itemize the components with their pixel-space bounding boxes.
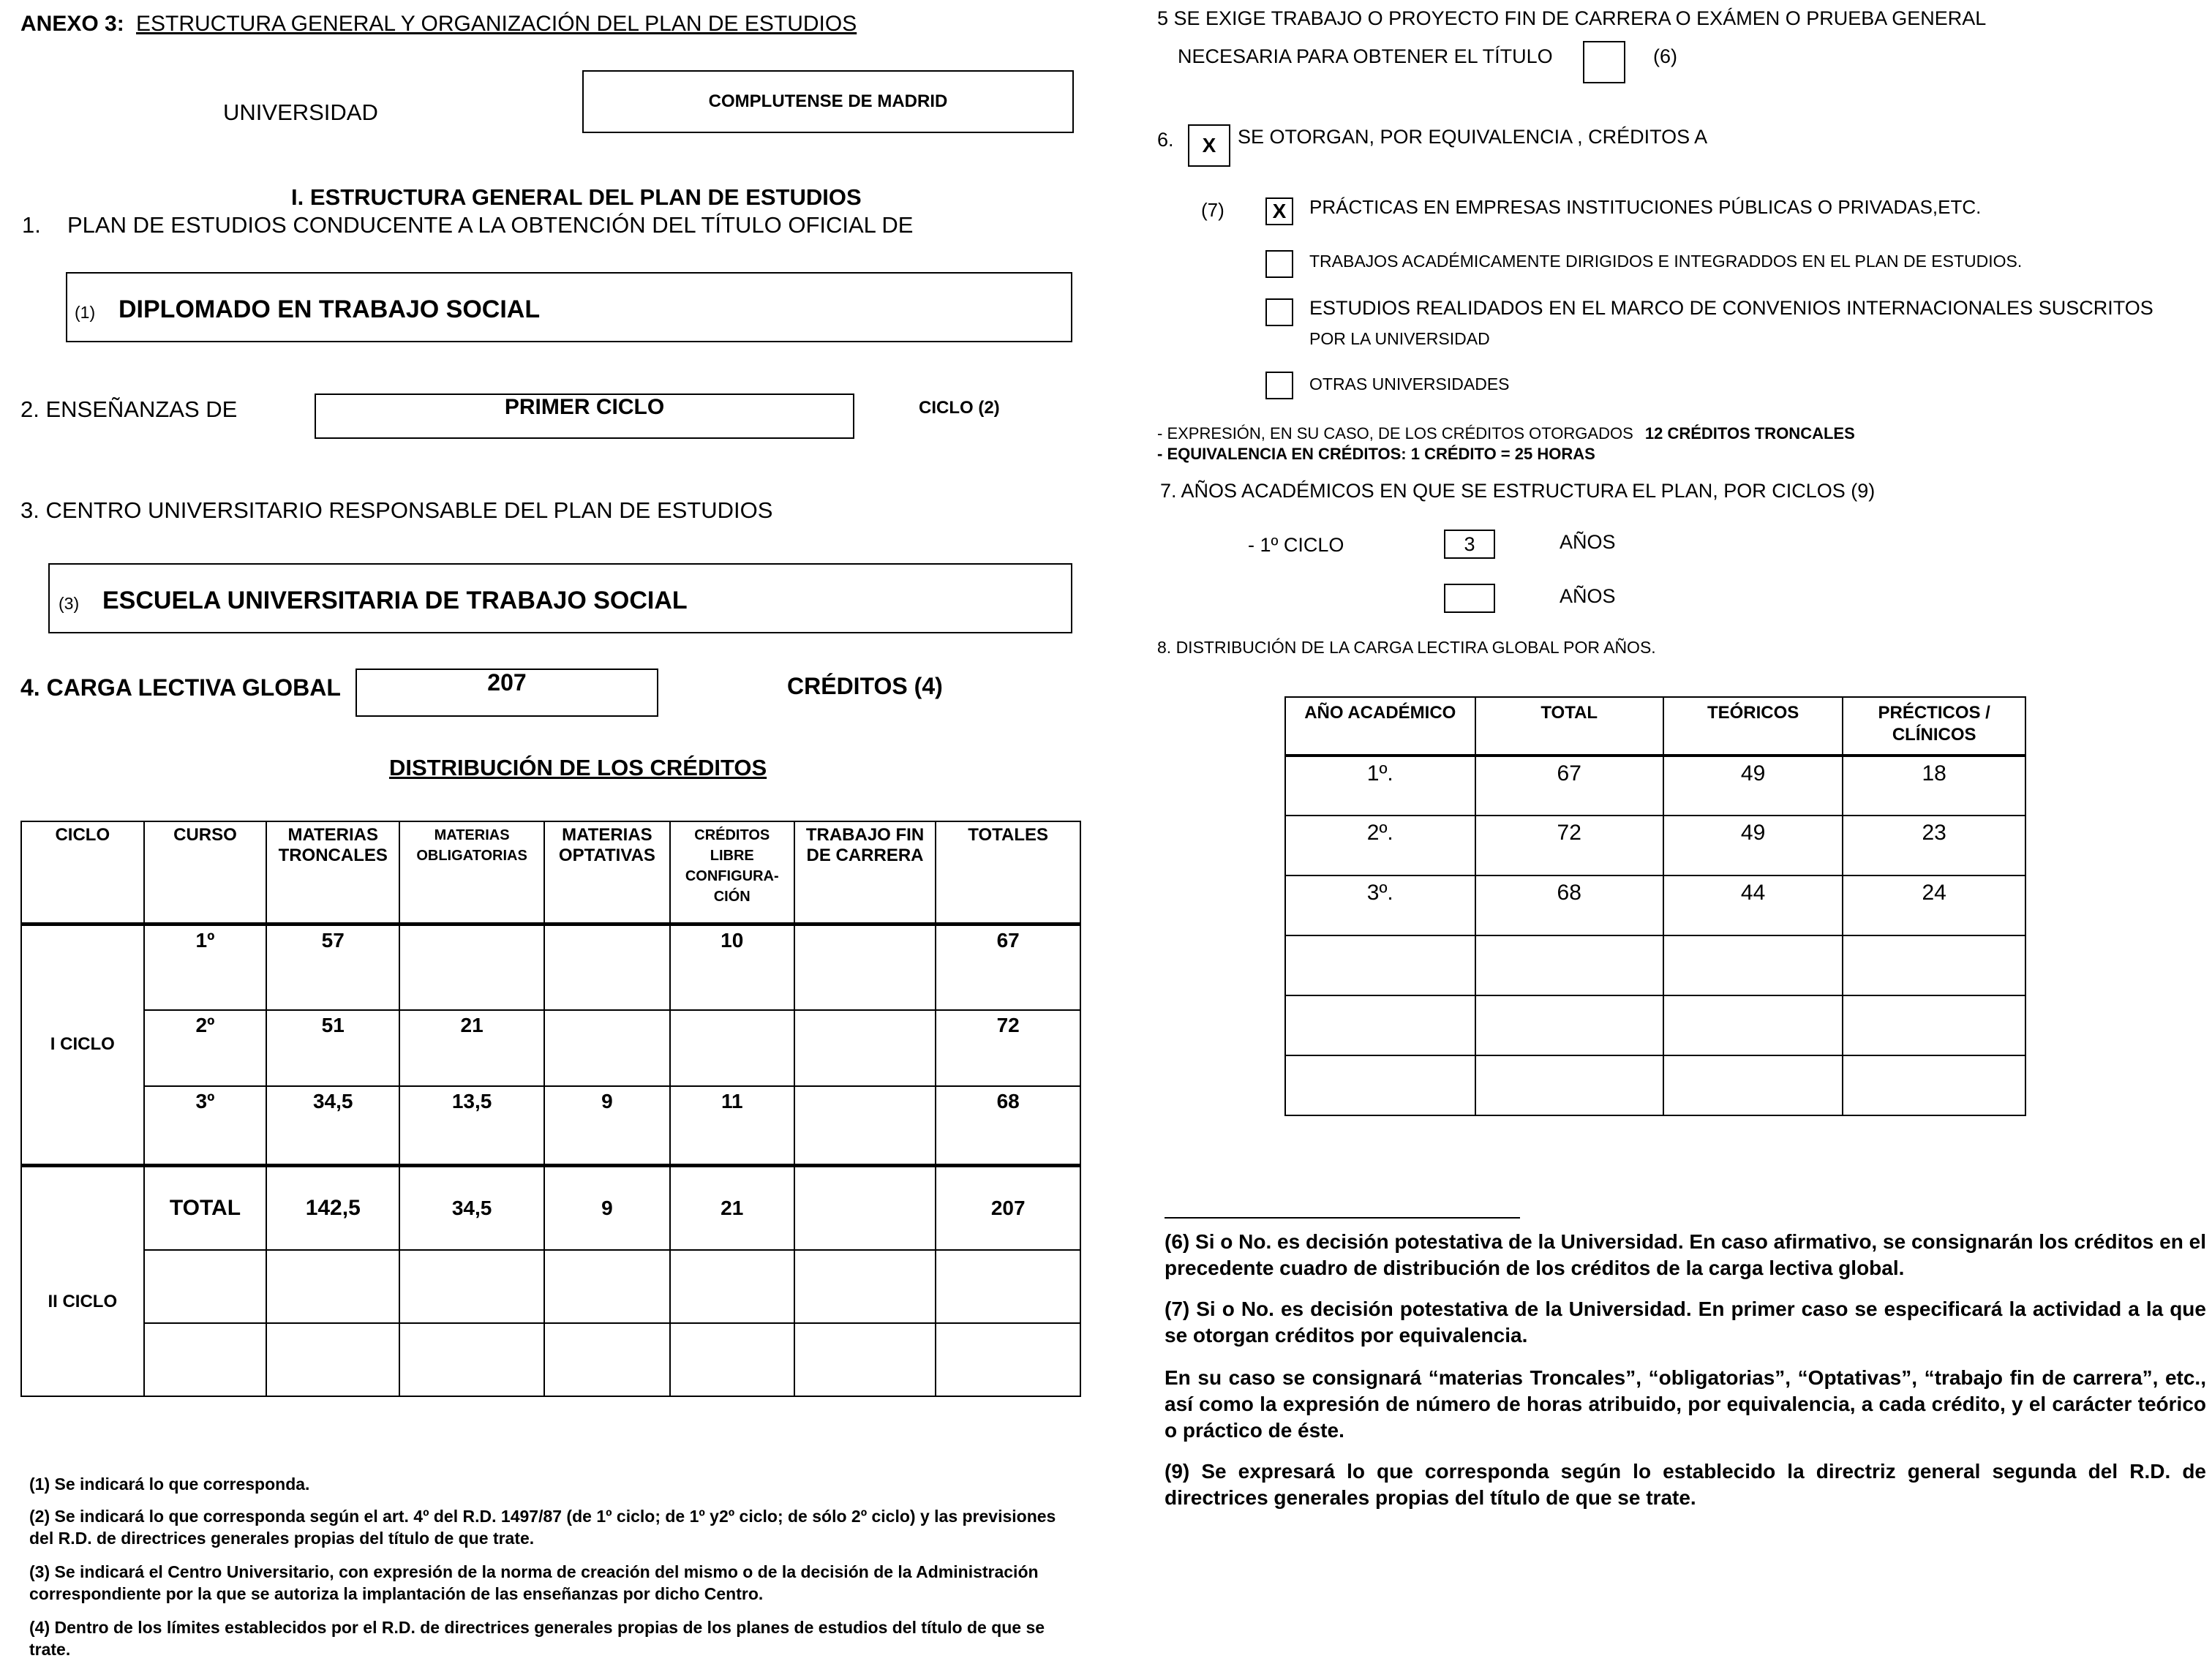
option-checkbox-otras[interactable] [1265,372,1293,399]
table-cell: 44 [1663,875,1843,935]
cycle2-years-label: AÑOS [1560,585,1616,607]
table-row [1285,995,2025,1055]
item8-text: 8. DISTRIBUCIÓN DE LA CARGA LECTIRA GLOBAL POR AÑOS. [1157,638,1656,657]
table-cell [1843,1055,2025,1115]
table-row [21,1323,1080,1396]
table-cell [544,1010,670,1086]
degree-title-value: DIPLOMADO EN TRABAJO SOCIAL [118,295,541,323]
header-troncales: MATERIAS TRONCALES [266,821,399,924]
table-row [1285,816,2025,875]
table-cell [1285,1055,1475,1115]
table-row [21,1250,1080,1323]
item5-ref: (6) [1653,45,1677,67]
table-cell: 3º. [1285,875,1475,935]
table-row [1285,1055,2025,1115]
annex-title: ESTRUCTURA GENERAL Y ORGANIZACIÓN DEL PLAN DE ESTUDIOS [136,12,857,36]
option-checkbox-trabajos[interactable] [1265,250,1293,278]
item2-suffix: CICLO (2) [919,398,1000,418]
footnote-1: (1) Se indicará lo que corresponda. [29,1475,310,1494]
table-cell: 34,5 [399,1165,544,1250]
expression-value: 12 CRÉDITOS TRONCALES [1644,424,1855,443]
option-checkbox-convenios[interactable] [1265,298,1293,326]
cycle1-years-label: AÑOS [1560,531,1616,553]
header-total: TOTAL [1475,697,1663,756]
table-cell [1843,935,2025,995]
item3-label: 3. CENTRO UNIVERSITARIO RESPONSABLE DEL PLAN DE ESTUDIOS [20,497,773,523]
table-cell: 57 [266,924,399,1010]
table-cell: 51 [266,1010,399,1086]
header-ciclo: CICLO [21,821,144,924]
header-obligatorias: MATERIAS OBLIGATORIAS [399,821,544,924]
table-cell: 9 [544,1086,670,1165]
header-practice: PRÉCTICOS / CLÍNICOS [1843,697,2025,756]
footnote-3: (3) Se indicará el Centro Universitario, con expresión de la norma de creación del mismo o de la decisión de la Administración correspondiente por la que se autoriza la implantación de las enseñanzas por dicho Centro. [29,1562,1039,1603]
section-title: I. ESTRUCTURA GENERAL DEL PLAN DE ESTUDIOS [291,184,862,210]
cycle-field: PRIMER CICLO [315,393,854,439]
item2-label: 2. ENSEÑANZAS DE [20,396,238,422]
table-cell: 10 [670,924,794,1010]
header-totales: TOTALES [936,821,1080,924]
table-row [21,1086,1080,1165]
table-cell: 23 [1843,816,2025,875]
table-cell [1663,995,1843,1055]
table-cell [670,1010,794,1086]
table-cell: 3º [144,1086,267,1165]
item1-text: PLAN DE ESTUDIOS CONDUCENTE A LA OBTENCIÓN DEL TÍTULO OFICIAL DE [67,212,914,238]
final-project-checkbox[interactable] [1583,41,1625,83]
university-label: UNIVERSIDAD [223,99,378,125]
table-cell [794,924,936,1010]
center-value: ESCUELA UNIVERSITARIA DE TRABAJO SOCIAL [102,587,688,614]
table-cell: 21 [399,1010,544,1086]
ciclo-1-label: I CICLO [21,924,144,1165]
annex-label: ANEXO 3: [20,12,124,36]
ciclo-2-label: II CICLO [21,1165,144,1396]
footnote-6: (6) Si o No. es decisión potestativa de la Universidad. En caso afirmativo, se consignarán los créditos en el precedente cuadro de distribución de los créditos de la carga lectiva global. [1165,1230,2206,1279]
item6-number: 6. [1157,129,1174,151]
table-cell [1663,935,1843,995]
item1-number: 1. [22,212,41,238]
table-row [21,1010,1080,1086]
table-cell: 67 [1475,756,1663,816]
cycle2-years-field [1444,584,1495,613]
table-cell: 24 [1843,875,2025,935]
table-cell: 2º. [1285,816,1475,875]
expression-label: - EXPRESIÓN, EN SU CASO, DE LOS CRÉDITOS OTORGADOS [1157,424,1633,443]
item5-line1: 5 SE EXIGE TRABAJO O PROYECTO FIN DE CARRERA O EXÁMEN O PRUEBA GENERAL [1157,7,1987,29]
table-cell: 13,5 [399,1086,544,1165]
header-curso: CURSO [144,821,267,924]
header-trabajo-fin: TRABAJO FIN DE CARRERA [794,821,936,924]
table-cell [794,1165,936,1250]
table-row [1285,875,2025,935]
table-cell [1285,995,1475,1055]
item6-ref: (7) [1201,199,1224,221]
option-trabajos: TRABAJOS ACADÉMICAMENTE DIRIGIDOS E INTEGRADDOS EN EL PLAN DE ESTUDIOS. [1309,252,2023,271]
header-libre-configuracion: CRÉDITOS LIBRE CONFIGURA-CIÓN [670,821,794,924]
item3-ref: (3) [59,594,80,613]
footnote-divider [1165,1217,1520,1219]
equivalence-line: - EQUIVALENCIA EN CRÉDITOS: 1 CRÉDITO = 25 HORAS [1157,445,1595,463]
table-cell [1843,995,2025,1055]
table-row-total [21,1165,1080,1250]
footnote-7-detail: En su caso se consignará “materias Troncales”, “obligatorias”, “Optativas”, “trabajo fin de carrera”, etc., así como la expresión de número de horas atribuido, por equivalencia, a cada crédito, y el carácter teórico o práctico de éste. [1165,1366,2206,1442]
table-cell [794,1086,936,1165]
cycle1-years-field: 3 [1444,530,1495,559]
table-cell: 207 [936,1165,1080,1250]
table-cell: 142,5 [266,1165,399,1250]
table-cell: 21 [670,1165,794,1250]
table-row [1285,756,2025,816]
table-row [21,924,1080,1010]
equivalence-checkbox[interactable]: X [1188,124,1230,167]
option-convenios: ESTUDIOS REALIDADOS EN EL MARCO DE CONVENIOS INTERNACIONALES SUSCRITOS [1309,297,2153,319]
center-field [48,563,1072,633]
expression-line1 [1157,424,1855,443]
table-cell: 49 [1663,816,1843,875]
credits-distribution-table [20,821,1081,1397]
footnote-2: (2) Se indicará lo que corresponda según el art. 4º del R.D. 1497/87 (de 1º ciclo; de 1º y2º ciclo; de sólo 2º ciclo) y las previsiones del R.D. de directrices generales propias del título de que trate. [29,1507,1056,1548]
global-load-field: 207 [356,669,658,717]
table-cell: 18 [1843,756,2025,816]
distribution-title: DISTRIBUCIÓN DE LOS CRÉDITOS [389,755,767,780]
table-cell [1475,935,1663,995]
table-row [1285,935,2025,995]
header-optativas: MATERIAS OPTATIVAS [544,821,670,924]
table-cell: 11 [670,1086,794,1165]
header-year: AÑO ACADÉMICO [1285,697,1475,756]
item5-line2: NECESARIA PARA OBTENER EL TÍTULO [1178,45,1553,67]
item4-suffix: CRÉDITOS (4) [787,673,943,699]
footnote-9: (9) Se expresará lo que corresponda según lo establecido la directriz general segunda del R.D. de directrices generales propias del título de que se trate. [1165,1460,2206,1509]
option-otras: OTRAS UNIVERSIDADES [1309,374,1510,393]
table-cell [1285,935,1475,995]
table-cell [1475,995,1663,1055]
option-checkbox-practicas[interactable]: X [1265,197,1293,225]
table-cell [794,1010,936,1086]
item7-text: 7. AÑOS ACADÉMICOS EN QUE SE ESTRUCTURA EL PLAN, POR CICLOS (9) [1160,480,1876,502]
table-cell [1475,1055,1663,1115]
header-theory: TEÓRICOS [1663,697,1843,756]
table-cell: 2º [144,1010,267,1086]
table-cell: 72 [1475,816,1663,875]
table-header-row [21,821,1080,924]
table-cell: 9 [544,1165,670,1250]
table-cell [399,924,544,1010]
table-cell: 68 [936,1086,1080,1165]
table-cell: 67 [936,924,1080,1010]
table-cell: 72 [936,1010,1080,1086]
cycle1-label: - 1º CICLO [1248,534,1344,556]
option-convenios-line2: POR LA UNIVERSIDAD [1309,329,1490,348]
table-cell: 34,5 [266,1086,399,1165]
item6-text: SE OTORGAN, POR EQUIVALENCIA , CRÉDITOS A [1238,126,1708,148]
table-cell: TOTAL [144,1165,267,1250]
annual-load-table [1284,696,2026,1116]
option-practicas: PRÁCTICAS EN EMPRESAS INSTITUCIONES PÚBLICAS O PRIVADAS,ETC. [1309,196,1982,218]
table-cell [1663,1055,1843,1115]
table-cell: 68 [1475,875,1663,935]
footnote-4: (4) Dentro de los límites establecidos por el R.D. de directrices generales propias de los planes de estudios del título de que se trate. [29,1618,1045,1659]
item4-label: 4. CARGA LECTIVA GLOBAL [20,674,341,701]
item1-ref: (1) [75,303,96,322]
table-cell: 1º. [1285,756,1475,816]
table-cell: 1º [144,924,267,1010]
degree-title-field [66,272,1072,342]
table-cell [544,924,670,1010]
university-value-field: COMPLUTENSE DE MADRID [582,70,1074,133]
table-cell: 49 [1663,756,1843,816]
table-header-row [1285,697,2025,756]
footnote-7: (7) Si o No. es decisión potestativa de la Universidad. En primer caso se especificará la actividad a la que se otorgan créditos por equivalencia. [1165,1298,2206,1347]
